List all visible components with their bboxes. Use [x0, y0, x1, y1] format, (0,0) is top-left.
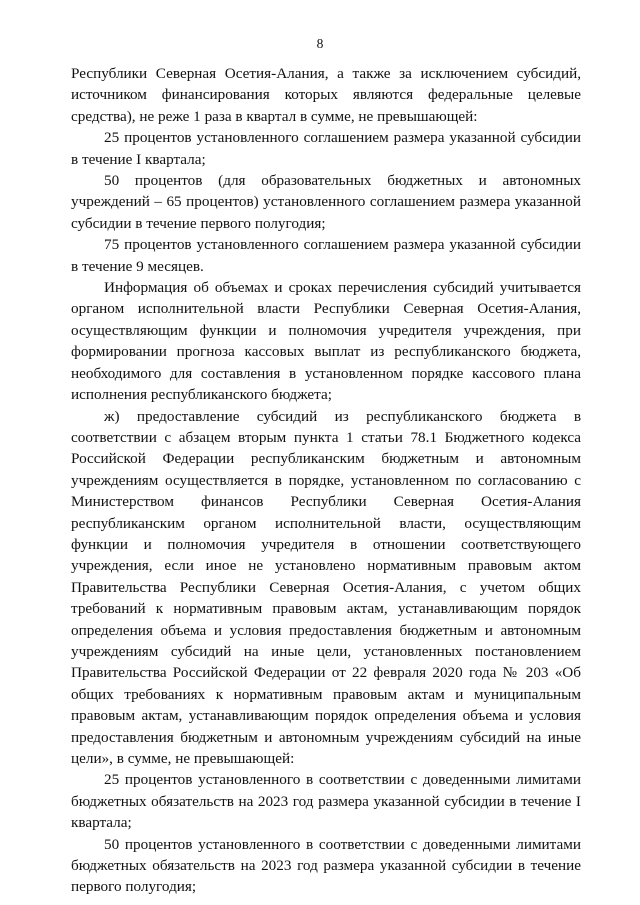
page-number: 8	[316, 36, 324, 51]
document-body	[71, 63, 581, 898]
paragraph-continuation: Республики Северная Осетия-Алания, а также за исключением субсидий, источником финансирования которых являются федеральные целевые средства), не реже 1 раза в квартал в сумме, не превышающей:	[71, 65, 581, 125]
paragraph-50-percent-2023-half-year: 50 процентов установленного в соответствии с доведенными лимитами бюджетных обязательств на 2023 год размера указанной субсидии в течение первого полугодия;	[71, 835, 581, 896]
paragraph-75-percent-9-months: 75 процентов установленного соглашением размера указанной субсидии в течение 9 месяцев.	[71, 236, 581, 275]
paragraph-25-percent-q1: 25 процентов установленного соглашением размера указанной субсидии в течение I квартала;	[71, 129, 581, 168]
paragraph-item-zh: ж) предоставление субсидий из республиканского бюджета в соответствии с абзацем вторым пункта 1 статьи 78.1 Бюджетного кодекса Российской Федерации республиканским бюджетным и автономным учреждениям осуществляется в порядке, установленном по согласованию с Министерством финансов Республики Северная Осетия-Алания республиканским органом исполнительной власти, осуществляющим функции и полномочия учредителя в отношении соответствующего учреждения, если иное не установлено нормативным правовым актом Правительства Республики Северная Осетия-Алания, с учетом общих требований к нормативным правовым актам, устанавливающим порядок определения объема и условия предоставления бюджетным и автономным учреждениям субсидий на иные цели, установленных постановлением Правительства Российской Федерации от 22 февраля 2020 года № 203 «Об общих требованиях к нормативным правовым актам и муниципальным правовым актам, устанавливающим порядок определения объема и условия предоставления бюджетным и автономным учреждениям субсидий на иные цели», в сумме, не превышающей:	[71, 407, 581, 767]
paragraph-information: Информация об объемах и сроках перечисления субсидий учитывается органом исполнительной власти Республики Северная Осетия-Алания, осуществляющим функции и полномочия учредителя учреждения, при формировании прогноза кассовых выплат из республиканского бюджета, необходимого для составления в установленном порядке кассового плана исполнения республиканского бюджета;	[71, 279, 581, 404]
paragraph-25-percent-2023-q1: 25 процентов установленного в соответствии с доведенными лимитами бюджетных обязательств на 2023 год размера указанной субсидии в течение I квартала;	[71, 771, 581, 832]
paragraph-50-percent-half-year: 50 процентов (для образовательных бюджетных и автономных учреждений – 65 процентов) установленного соглашением размера указанной субсидии в течение первого полугодия;	[71, 172, 581, 232]
